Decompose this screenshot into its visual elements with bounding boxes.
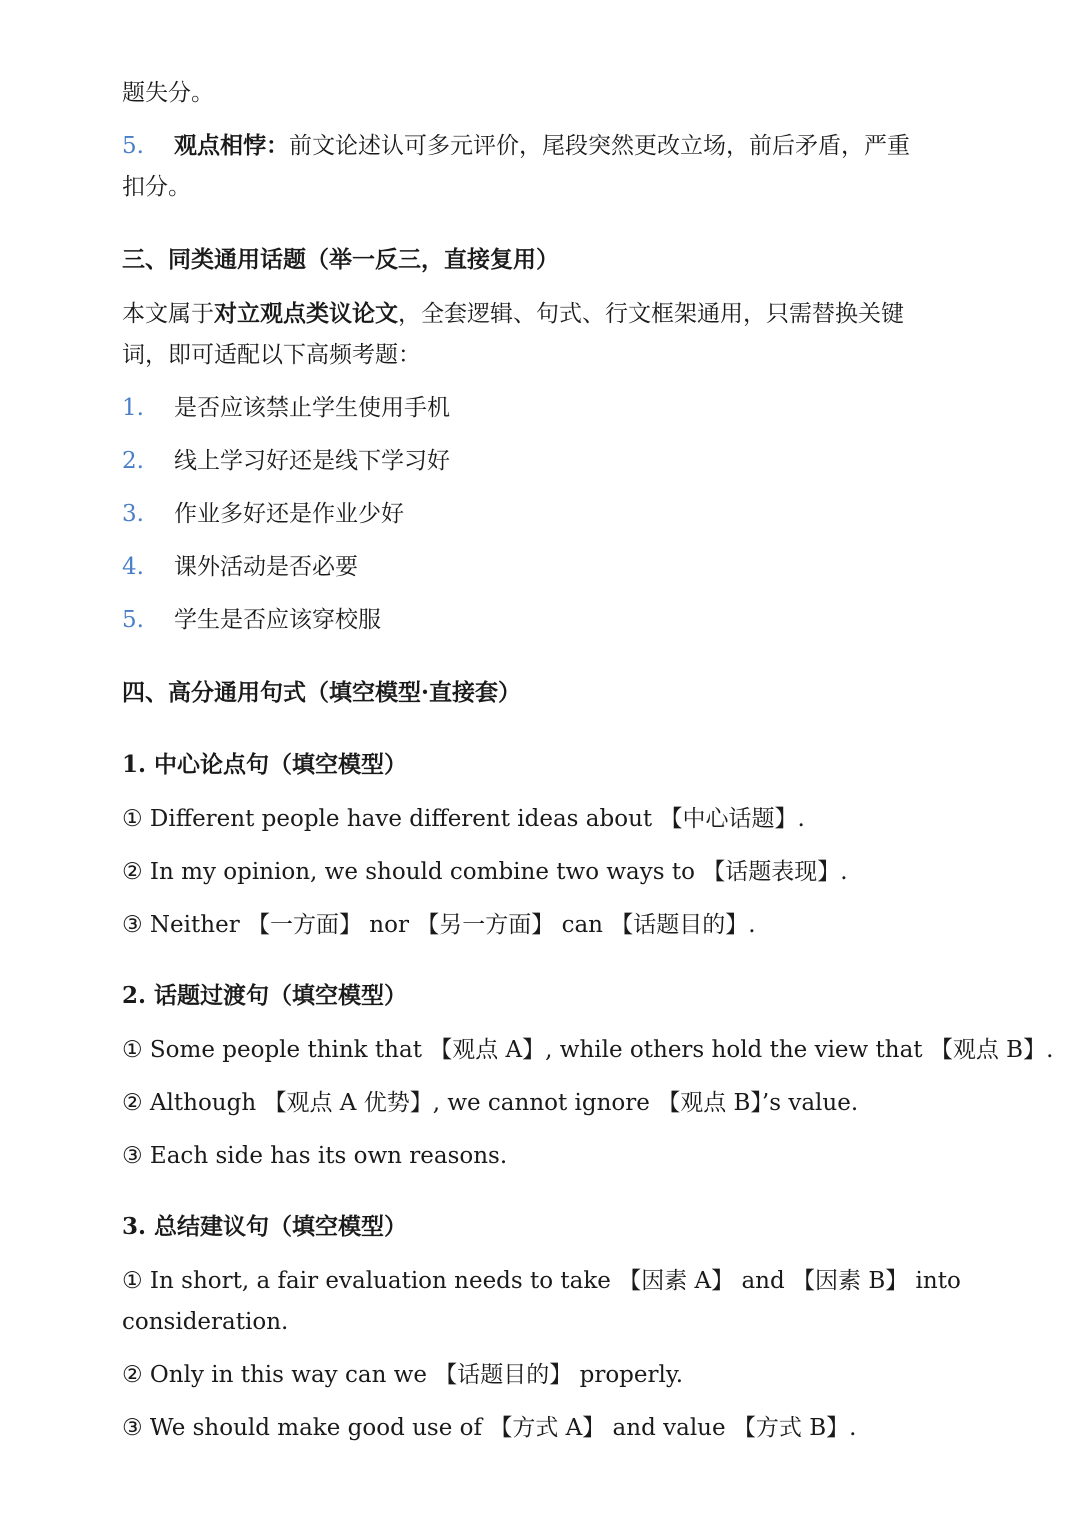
- list-number: 5.: [122, 133, 144, 159]
- paragraph: [122, 299, 904, 329]
- sentence-template: [122, 857, 848, 887]
- paragraph-text: 本文属于: [122, 301, 214, 327]
- list-item-text: 是否应该禁止学生使用手机: [174, 395, 450, 421]
- subsection-heading-label: 2. 话题过渡句（填空模型）: [122, 982, 408, 1009]
- list-item: [122, 552, 358, 582]
- section-heading-label: 三、同类通用话题（举一反三，直接复用）: [122, 246, 559, 273]
- sentence-template: [122, 1141, 507, 1171]
- list-number: 4.: [122, 554, 144, 580]
- sentence-text: ② Although 【观点 A 优势】, we cannot ignore 【观点 B】’s value.: [122, 1090, 859, 1116]
- subsection-heading-label: 1. 中心论点句（填空模型）: [122, 751, 408, 778]
- sentence-template: [122, 1360, 683, 1390]
- sentence-template: [122, 1088, 858, 1118]
- sentence-text: ③ Neither 【一方面】 nor 【另一方面】 can 【话题目的】.: [122, 912, 756, 938]
- list-item: [122, 605, 381, 635]
- sentence-text: ① In short, a fair evaluation needs to take 【因素 A】 and 【因素 B】 into: [122, 1268, 961, 1294]
- list-number: 3.: [122, 501, 144, 527]
- sentence-template: [122, 804, 805, 834]
- paragraph-text: ，全套逻辑、句式、行文框架通用，只需替换关键: [398, 301, 904, 327]
- section-heading: [122, 678, 521, 708]
- sentence-text: ① Different people have different ideas about 【中心话题】.: [122, 806, 805, 832]
- list-item: [122, 499, 404, 529]
- sentence-text: ③ We should make good use of 【方式 A】 and value 【方式 B】.: [122, 1415, 857, 1441]
- subsection-heading-label: 3. 总结建议句（填空模型）: [122, 1213, 408, 1240]
- list-item: [122, 131, 910, 161]
- sentence-template-continuation: [122, 1307, 288, 1337]
- continued-text-label: 题失分。: [122, 80, 214, 106]
- list-number: 2.: [122, 448, 144, 474]
- list-item-text: 扣分。: [122, 174, 191, 200]
- list-item-text: 前文论述认可多元评价，尾段突然更改立场，前后矛盾，严重: [289, 133, 910, 159]
- section-heading-label: 四、高分通用句式（填空模型·直接套）: [122, 679, 522, 706]
- list-number: 1.: [122, 395, 144, 421]
- list-item: [122, 393, 450, 423]
- list-item-continuation: [122, 172, 191, 202]
- sentence-template: [122, 1266, 961, 1296]
- sentence-template: [122, 910, 756, 940]
- list-item: [122, 446, 450, 476]
- paragraph-text: 词，即可适配以下高频考题：: [122, 342, 421, 368]
- list-item-text: 作业多好还是作业少好: [174, 501, 404, 527]
- list-item-text: 线上学习好还是线下学习好: [174, 448, 450, 474]
- sentence-text: ③ Each side has its own reasons.: [122, 1143, 508, 1169]
- section-heading: [122, 245, 559, 275]
- sentence-template: [122, 1413, 856, 1443]
- sentence-template: [122, 1035, 1053, 1065]
- sentence-text: consideration.: [122, 1309, 289, 1335]
- paragraph-continuation: [122, 340, 421, 370]
- paragraph-bold: 对立观点类议论文: [214, 300, 398, 327]
- sentence-text: ② In my opinion, we should combine two ways to 【话题表现】.: [122, 859, 848, 885]
- list-number: 5.: [122, 607, 144, 633]
- list-item-text: 课外活动是否必要: [174, 554, 358, 580]
- list-item-bold: 观点相悖：: [174, 132, 289, 159]
- continued-text: [122, 78, 214, 108]
- sentence-text: ① Some people think that 【观点 A】, while others hold the view that 【观点 B】.: [122, 1037, 1054, 1063]
- list-item-text: 学生是否应该穿校服: [174, 607, 381, 633]
- sentence-text: ② Only in this way can we 【话题目的】 properly.: [122, 1362, 684, 1388]
- subsection-heading: [122, 1212, 407, 1242]
- subsection-heading: [122, 750, 407, 780]
- subsection-heading: [122, 981, 407, 1011]
